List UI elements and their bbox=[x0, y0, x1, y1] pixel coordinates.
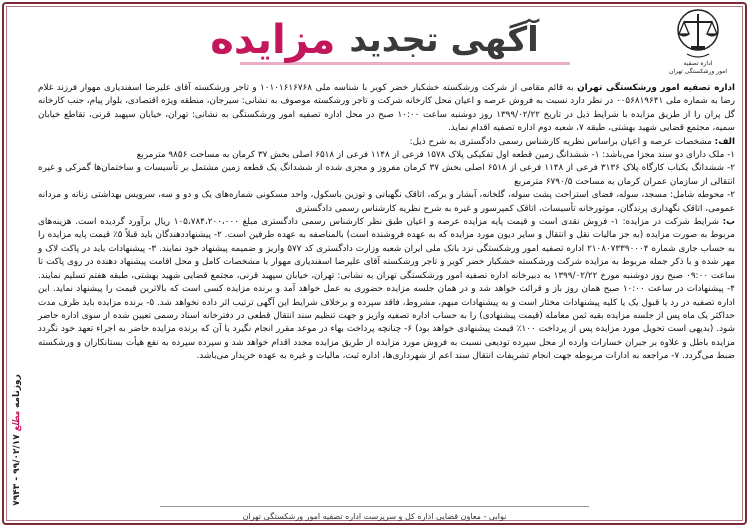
newspaper-label: روزنامه bbox=[12, 374, 22, 408]
list-item-1: ۱- ملک دارای دو سند مجزا می‌باشد: ۱- ششدانگ زمین قطعه اول تفکیکی پلاک ۱۵۷۸ فرعی از ۱۱۴۸ فرعی از ۶۵۱۸ اصلی بخش ۳۷ کرمان به مساحت ۹۸۵۶ مترمربع bbox=[136, 150, 735, 161]
beh-text: شرایط شرکت در مزایده: ۱- فروش نقدی است و قیمت پایه مزایده عرصه و اعیان طبق نظر کارشناس رسمی دادگستری مبلغ ۱۰۵،۷۸۴،۲۰۰،۰۰۰ ریال برآورد گردیده است. هزینه‌های مربوط به صورت مزایده (به جز مالیات نقل و انتقال و سایر دیون مورد مزایده که به عهده فروشنده است) بالمناصفه به عهده طرفین است. ۲- پیشنهاددهندگان باید قبلاً ۵٪ قیمت پایه مزایده را به حساب جاری شماره ۲۱۰۸۰۷۳۳۹۰۰۰۴ اداره تصفیه امور ورشکستگی نزد بانک ملی ایران شعبه وزارت دادگستری کد ۵۷۷ واریز و ضمیمه پیشنهاد خود نمایند. ۳- پیشنهادات باید در پاکت لاک و مهر شده و با ذکر جمله مربوط به مزایده شرکت ورشکسته خشکبار خضر کویر و تاجر ورشکسته آقای علیرضا اسفندیاری مهوار با مشخصات کامل و محل اقامت پیشنهاد دهنده در روی پاکت تا ساعت ۰۹:۰۰ صبح روز دوشنبه مورخ ۱۳۹۹/۰۲/۲۲ به دبیرخانه اداره تصفیه امور ورشکستگی تهران به نشانی: تهران، خیابان سپهبد قرنی، مجتمع قضایی شهید بهشتی، طبقه هفتم تسلیم نمایند. ۴- پیشنهادات در ساعت ۱۰:۰۰ صبح همان روز باز و قرائت خواهد شد و در همان جلسه مزایده حضوری به عمل خواهد آمد و برنده مزایده کسی است که بالاترین قیمت را پیشنهاد نماید. این اداره تصفیه در رد یا قبول یک یا کلیه پیشنهادات مختار است و به پیشنهادات مبهم، مشروط، فاقد سپرده و برخلاف شرایط این آگهی ترتیب اثر داده نخواهد شد. ۵- برنده مزایده باید ظرف مدت حداکثر یک ماه پس از جلسه مزایده بقیه ثمن معامله (قیمت پیشنهادی) را به حساب اداره تصفیه واریز و جهت تنظیم سند انتقال قطعی در دفترخانه اسناد رسمی تعیین شده از سوی اداره حاضر شود. (بدیهی است تحویل مورد مزایده پس از پرداخت ۱۰۰٪ قیمت پیشنهادی خواهد بود) ۶- چنانچه پرداخت بهاء در موعد مقرر انجام نگیرد یا آن که برنده مزایده حاضر به اجراء تعهد خود نگردد مزایده باطل و علاوه بر جبران خسارات وارده از محل سپرده تودیعی نسبت به فروش مورد مزایده از طریق مزایده مجدد اقدام خواهد شد و سپرده سپرده به نفع هیأت بستانکاران و ورشکسته ضبط می‌گردد. ۷- مراجعه به ادارات مربوطه جهت انجام تشریفات انتقال سند اعم از شهرداری‌ها، اداره ثبت، مالیات و غیره به عهده خریدار می‌باشد. bbox=[38, 217, 735, 362]
logo-line-2: امور ورشکستگی تهران bbox=[668, 68, 728, 75]
intro-text: به قائم مقامی از شرکت ورشکسته خشکبار خضر کویر با شناسه ملی ۱۰۱۰۱۶۱۶۷۶۸ و تاجر ورشکسته آقای علیرضا اسفندیاری مهوار فرزند غلام رضا به شماره ملی ۰۰۵۶۸۱۹۶۴۱ در نظر دارد نسبت به فروش عرصه و اعیان محل کارخانه شرکت و تاجر ورشکسته موصوف به نشانی: سیرجان، منطقه ویژه اقتصادی، بلوار پیام، جنب کارخانه گل پران را از طریق مزایده با شرایط ذیل در تاریخ ۱۳۹۹/۰۲/۲۲ روز دوشنبه ساعت ۱۰:۰۰ صبح در محل اداره تصفیه امور ورشکستگی به نشانی: تهران، خیابان سپهبد قرنی، تقاطع خیابان سمیه، مجتمع قضایی شهید بهشتی، طبقه ۷، شعبه دوم اداره تصفیه اقدام نماید. bbox=[38, 83, 735, 134]
title-main: آگهی تجدید bbox=[349, 20, 539, 60]
intro-paragraph bbox=[38, 82, 735, 136]
ad-code: ۹۹/۰۲/۱۷ - ۷۹۴۳ bbox=[12, 434, 22, 506]
logo-line-1: اداره تصفیه bbox=[683, 60, 713, 67]
alef-text: مشخصات عرصه و اعیان براساس نظریه کارشناس رسمی دادگستری به شرح ذیل: bbox=[409, 136, 715, 147]
footer-divider bbox=[160, 506, 589, 507]
section-beh bbox=[38, 216, 735, 363]
alef-label: الف: bbox=[714, 136, 735, 147]
intro-bold: اداره تصفیه امور ورشکستگی تهران bbox=[577, 83, 735, 93]
title-underline bbox=[240, 62, 570, 65]
list-item-3: ۲- محوطه شامل: مسجد، سوله، فضای استراحت پشت سوله، گلخانه، آبشار و برکه، اتاقک نگهبانی و توزین باسکول، واحد مسکونی شماره‌های یک و دو و سه، سرویس بهداشتی زنانه و مردانه عمومی، اتاقک نگهداری پرندگان، موتورخانه تأسیسات، اتاقک کمپرسور و غیره به شرح نظریه کارشناس رسمی دادگستری bbox=[38, 190, 735, 214]
section-alef bbox=[38, 136, 735, 149]
newspaper-brand: مطلع bbox=[12, 411, 22, 432]
title-accent: مزایده bbox=[210, 17, 336, 63]
footer-signature: نوابی - معاون قضایی اداره کل و سرپرست اداره تصفیه امور ورشکستگی تهران bbox=[242, 512, 507, 521]
ad-body bbox=[38, 82, 735, 364]
list-item-2: ۲- ششدانگ یکباب کارگاه پلاک ۳۱۳۶ فرعی از ۱۱۴۸ فرعی از ۶۵۱۸ اصلی بخش ۳۷ کرمان مفروز و مجزی شده از ششدانگ یک قطعه زمین مشتمل بر تأسیسات و ساختمان‌ها گمرکی و غیره انتقالی از سازمان عمران کرمان به مساحت ۶۷۹۰/۵ مترمربع bbox=[38, 163, 735, 187]
newspaper-code-strip bbox=[4, 360, 30, 520]
beh-label: ب: bbox=[722, 217, 735, 228]
